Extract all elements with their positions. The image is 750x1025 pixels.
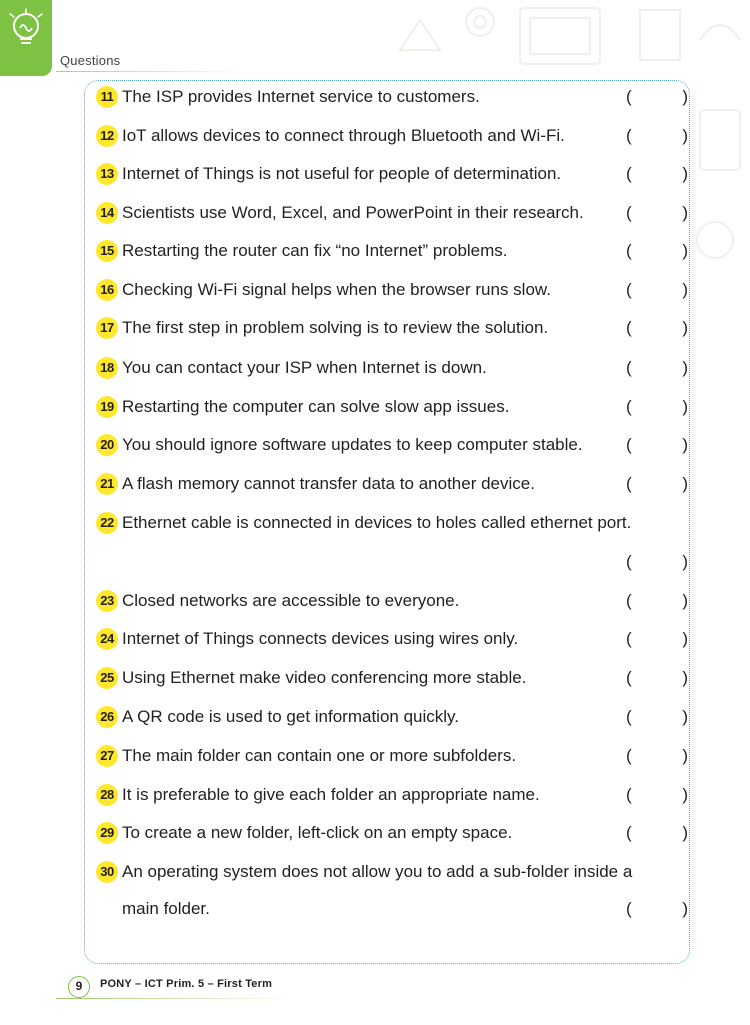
question-number-badge: 17	[96, 317, 118, 339]
question-row: 18 You can contact your ISP when Internet is down. ( )	[96, 355, 692, 381]
question-row-continuation: ( )	[626, 552, 688, 571]
question-row: 13 Internet of Things is not useful for people of determination. ( )	[96, 161, 692, 187]
question-row: 20 You should ignore software updates to keep computer stable. ( )	[96, 432, 692, 458]
question-text: The ISP provides Internet service to customers.	[122, 87, 480, 106]
footer-divider	[56, 998, 296, 999]
book-title: PONY – ICT Prim. 5 – First Term	[100, 978, 273, 990]
question-text: The main folder can contain one or more subfolders.	[122, 746, 517, 765]
question-number-badge: 25	[96, 667, 118, 689]
question-row: 14 Scientists use Word, Excel, and PowerPoint in their research. ( )	[96, 200, 692, 226]
question-number-badge: 26	[96, 706, 118, 728]
question-text: An operating system does not allow you to add a sub-folder inside a	[122, 862, 633, 881]
question-text: It is preferable to give each folder an appropriate name.	[122, 785, 540, 804]
question-number-badge: 11	[96, 86, 118, 108]
section-divider	[56, 71, 246, 72]
question-text: You should ignore software updates to keep computer stable.	[122, 435, 583, 454]
question-number-badge: 29	[96, 822, 118, 844]
question-text: A flash memory cannot transfer data to another device.	[122, 474, 535, 493]
question-row: 23 Closed networks are accessible to everyone. ( )	[96, 588, 692, 614]
lightbulb-icon	[6, 8, 46, 48]
question-text: Restarting the router can fix “no Internet” problems.	[122, 241, 508, 260]
question-number-badge: 19	[96, 396, 118, 418]
question-text: Internet of Things connects devices using wires only.	[122, 629, 519, 648]
question-row: 17 The first step in problem solving is to review the solution. ( )	[96, 315, 692, 341]
question-text: Scientists use Word, Excel, and PowerPoint in their research.	[122, 203, 584, 222]
question-number-badge: 16	[96, 279, 118, 301]
question-number-badge: 28	[96, 784, 118, 806]
question-row: 29 To create a new folder, left-click on an empty space. ( )	[96, 820, 692, 846]
question-row-continuation: main folder. ( )	[96, 896, 692, 922]
question-number-badge: 15	[96, 240, 118, 262]
question-number-badge: 23	[96, 590, 118, 612]
question-row: 25 Using Ethernet make video conferencing more stable. ( )	[96, 665, 692, 691]
question-row: 24 Internet of Things connects devices using wires only. ( )	[96, 626, 692, 652]
question-number-badge: 30	[96, 861, 118, 883]
question-row: 16 Checking Wi-Fi signal helps when the browser runs slow. ( )	[96, 277, 692, 303]
question-text-continued: main folder.	[122, 899, 210, 918]
question-text: IoT allows devices to connect through Bluetooth and Wi-Fi.	[122, 126, 565, 145]
question-row: 27 The main folder can contain one or more subfolders. ( )	[96, 743, 692, 769]
page-number: 9	[68, 976, 90, 998]
question-text: You can contact your ISP when Internet is down.	[122, 358, 487, 377]
question-text: Closed networks are accessible to everyone.	[122, 591, 460, 610]
question-text: The first step in problem solving is to review the solution.	[122, 318, 549, 337]
question-number-badge: 12	[96, 125, 118, 147]
question-row	[96, 510, 692, 536]
question-text: Using Ethernet make video conferencing more stable.	[122, 668, 527, 687]
question-number-badge: 18	[96, 357, 118, 379]
question-row: 12 IoT allows devices to connect through Bluetooth and Wi-Fi. ( )	[96, 123, 692, 149]
question-text: A QR code is used to get information quickly.	[122, 707, 460, 726]
question-number-badge: 27	[96, 745, 118, 767]
question-row: 28 It is preferable to give each folder an appropriate name. ( )	[96, 782, 692, 808]
question-number-badge: 21	[96, 473, 118, 495]
question-text: Restarting the computer can solve slow app issues.	[122, 397, 510, 416]
question-text: Checking Wi-Fi signal helps when the browser runs slow.	[122, 280, 551, 299]
question-row: 21 A flash memory cannot transfer data to another device. ( )	[96, 471, 692, 497]
question-number-badge: 24	[96, 628, 118, 650]
question-number-badge: 22	[96, 512, 118, 534]
question-row: 15 Restarting the router can fix “no Internet” problems. ( )	[96, 238, 692, 264]
question-row: 11 The ISP provides Internet service to customers. ( )	[96, 84, 692, 110]
question-text: To create a new folder, left-click on an empty space.	[122, 823, 513, 842]
question-row	[96, 859, 692, 885]
question-number-badge: 13	[96, 163, 118, 185]
section-label: Questions	[60, 53, 121, 68]
question-text: Internet of Things is not useful for people of determination.	[122, 164, 562, 183]
question-text: Ethernet cable is connected in devices to holes called ethernet port.	[122, 513, 632, 532]
question-number-badge: 14	[96, 202, 118, 224]
question-row: 26 A QR code is used to get information quickly. ( )	[96, 704, 692, 730]
question-row: 19 Restarting the computer can solve slow app issues. ( )	[96, 394, 692, 420]
header-tab	[0, 0, 52, 76]
question-number-badge: 20	[96, 434, 118, 456]
